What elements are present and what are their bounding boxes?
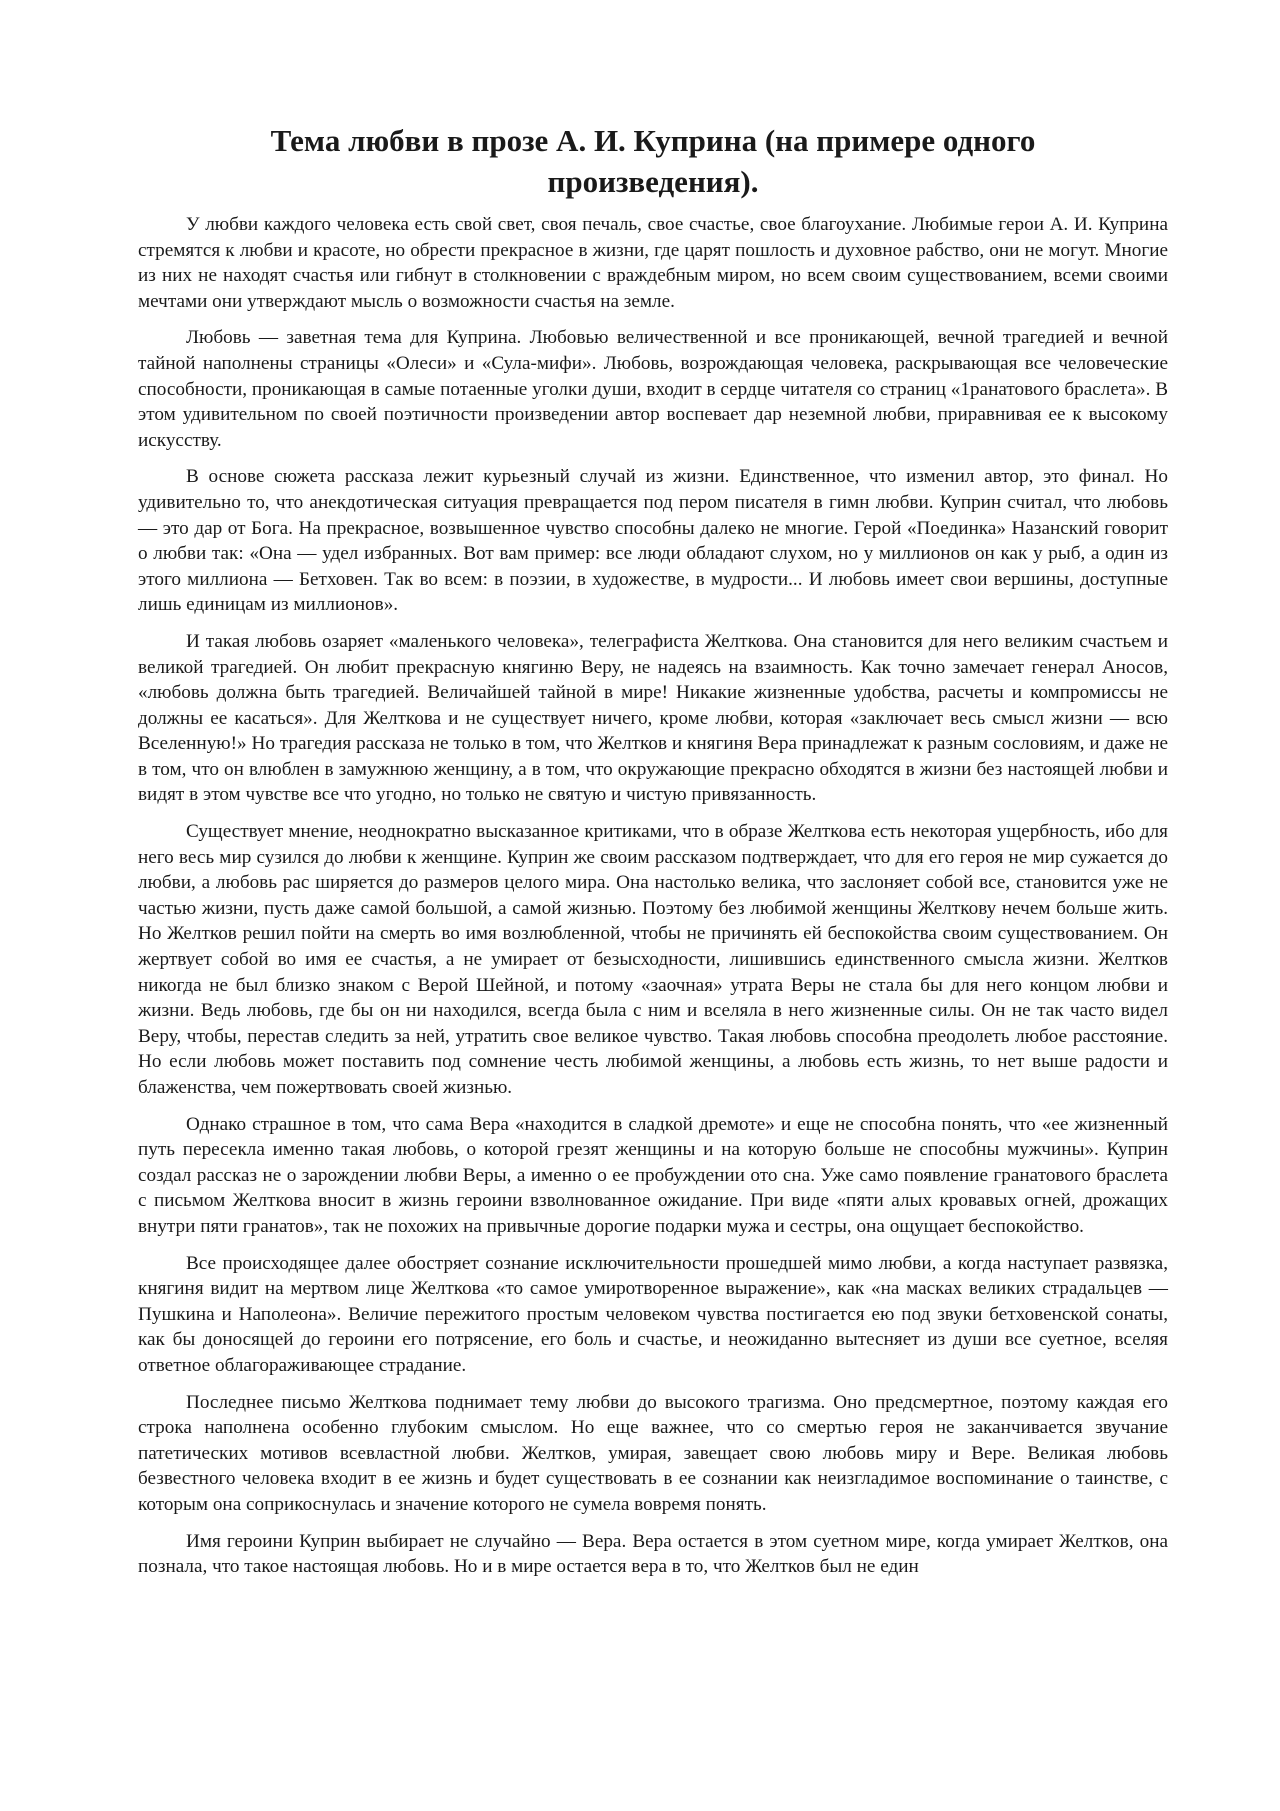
paragraph-4: И такая любовь озаряет «маленького человека», телеграфиста Желткова. Она становится для него великим счастьем и великой трагедией. Он любит прекрасную княгиню Веру, не надеясь на взаимность. Как точно замечает генерал Аносов, «любовь должна быть трагедией. Величайшей тайной в мире! Никакие жизненные удобства, расчеты и компромиссы не должны ее касаться». Для Желткова и не существует ничего, кроме любви, которая «заключает весь смысл жизни — всю Вселенную!» Но трагедия рассказа не только в том, что Желтков и княгиня Вера принадлежат к разным сословиям, и даже не в том, что он влюблен в замужнюю женщину, а в том, что окружающие прекрасно обходятся в жизни без настоящей любви и видят в этом чувстве все что угодно, но только не святую и чистую привязанность. <box>138 630 1168 806</box>
paragraph-5: Существует мнение, неоднократно высказанное критиками, что в образе Желткова есть некоторая ущербность, ибо для него весь мир сузился до любви к женщине. Куприн же своим рассказом подтверждает, что для его героя не мир сужается до любви, а любовь рас ширяется до размеров целого мира. Она настолько велика, что заслоняет собой все, становится уже не частью жизни, пусть даже самой большой, а самой жизнью. Поэтому без любимой женщины Желткову нечем больше жить. Но Желтков решил пойти на смерть во имя возлюбленной, чтобы не причинять ей беспокойства своим существованием. Он жертвует собой во имя ее счастья, а не умирает от безысходности, лишившись единственного смысла жизни. Желтков никогда не был близко знаком с Верой Шейной, и потому «заочная» утрата Веры не стала бы для него концом любви и жизни. Ведь любовь, где бы он ни находился, всегда была с ним и вселяла в него жизненные силы. Он не так часто видел Веру, чтобы, перестав следить за ней, утратить свое великое чувство. Такая любовь способна преодолеть любое расстояние. Но если любовь может поставить под сомнение честь любимой женщины, а любовь есть жизнь, то нет выше радости и блаженства, чем пожертвовать своей жизнью. <box>138 821 1168 1098</box>
paragraph-3: В основе сюжета рассказа лежит курьезный случай из жизни. Единственное, что изменил автор, это финал. Но удивительно то, что анекдотическая ситуация превращается под пером писателя в гимн любви. Куприн считал, что любовь — это дар от Бога. На прекрасное, возвышенное чувство способны далеко не многие. Герой «Поединка» Назанский говорит о любви так: «Она — удел избранных. Вот вам пример: все люди обладают слухом, но у миллионов он как у рыб, а один из этого миллиона — Бетховен. Так во всем: в поэзии, в художестве, в мудрости... И любовь имеет свои вершины, доступные лишь единицам из миллионов». <box>138 466 1168 616</box>
document-page <box>138 120 1168 1591</box>
paragraph-2: Любовь — заветная тема для Куприна. Любовью величественной и все проникающей, вечной трагедией и вечной тайной наполнены страницы «Олеси» и «Сула-мифи». Любовь, возрождающая человека, раскрывающая все человеческие способности, проникающая в самые потаенные уголки души, входит в сердце читателя со страниц «1ранатового браслета». В этом удивительном по своей поэтичности произведении автор воспевает дар неземной любви, приравнивая ее к высокому искусству. <box>138 327 1168 451</box>
paragraph-8: Последнее письмо Желткова поднимает тему любви до высокого трагизма. Оно предсмертное, поэтому каждая его строка наполнена особенно глубоким смыслом. Но еще важнее, что со смертью героя не заканчивается звучание патетических мотивов всевластной любви. Желтков, умирая, завещает свою любовь миру и Вере. Великая любовь безвестного человека входит в ее жизнь и будет существовать в ее сознании как неизгладимое воспоминание о таинстве, с которым она соприкоснулась и значение которого не сумела вовремя понять. <box>138 1391 1168 1515</box>
paragraph-9: Имя героини Куприн выбирает не случайно — Вера. Вера остается в этом суетном мире, когда умирает Желтков, она познала, что такое настоящая любовь. Но и в мире остается вера в то, что Желтков был не един <box>138 1530 1168 1578</box>
paragraph-1: У любви каждого человека есть свой свет, своя печаль, свое счастье, свое благоухание. Любимые герои А. И. Куприна стремятся к любви и красоте, но обрести прекрасное в жизни, где царят пошлость и духовное рабство, они не могут. Многие из них не находят счастья или гибнут в столкновении с враждебным миром, но всем своим существованием, всеми своими мечтами они утверждают мысль о возможности счастья на земле. <box>138 214 1168 312</box>
paragraph-7: Все происходящее далее обостряет сознание исключительности прошедшей мимо любви, а когда наступает развязка, княгиня видит на мертвом лице Желткова «то самое умиротворенное выражение», как «на масках великих страдальцев — Пушкина и Наполеона». Величие пережитого простым человеком чувства постигается ею под звуки бетховенской сонаты, как бы доносящей до героини его потрясение, его боль и счастье, и неожиданно вытесняет из души все суетное, вселяя ответное облагораживающее страдание. <box>138 1252 1168 1376</box>
paragraph-6: Однако страшное в том, что сама Вера «находится в сладкой дремоте» и еще не способна понять, что «ее жизненный путь пересекла именно такая любовь, о которой грезят женщины и на которую больше не способны мужчины». Куприн создал рассказ не о зарождении любви Веры, а именно о ее пробуждении ото сна. Уже само появление гранатового браслета с письмом Желткова вносит в жизнь героини взволнованное ожидание. При виде «пяти алых кровавых огней, дрожащих внутри пяти гранатов», так не похожих на привычные дорогие подарки мужа и сестры, она ощущает беспокойство. <box>138 1113 1168 1237</box>
document-title: Тема любви в прозе А. И. Куприна (на примере одного произведения). <box>270 123 1036 199</box>
